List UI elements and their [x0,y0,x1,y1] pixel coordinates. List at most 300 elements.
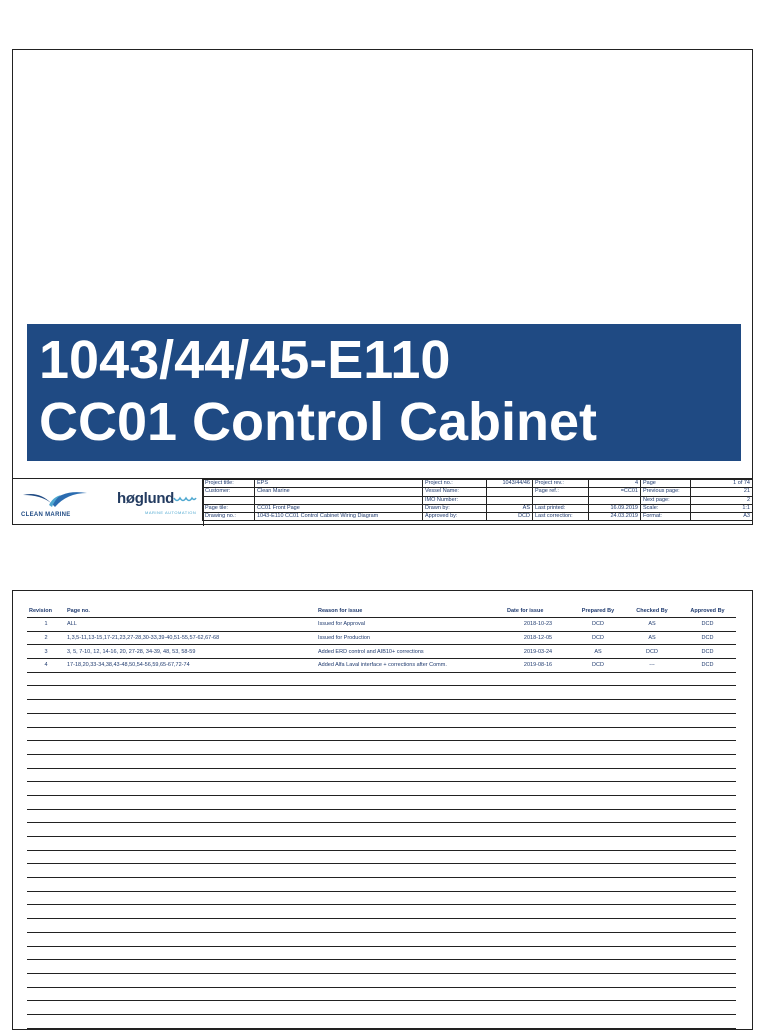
project-rev-value: 4 [589,480,641,488]
empty-cell [571,973,625,987]
approved-by-value: DCD [487,513,533,521]
empty-cell [679,905,736,919]
empty-cell [316,795,505,809]
empty-cell [505,795,571,809]
revision-number: 2 [27,631,65,645]
empty-cell [27,878,65,892]
last-printed-value: 16.09.2019 [589,504,641,512]
front-page-sheet [12,49,753,525]
empty-cell [625,864,679,878]
empty-cell [65,837,316,851]
empty-revision-row [27,987,736,1001]
empty-cell [679,864,736,878]
empty-cell [316,946,505,960]
empty-cell [625,1001,679,1015]
empty-cell [679,987,736,1001]
empty-cell [27,987,65,1001]
empty-cell [679,850,736,864]
empty-cell [625,1014,679,1028]
empty-cell [316,782,505,796]
prepared-by: DCD [571,618,625,632]
approved-by: DCD [679,659,736,673]
empty-cell [65,987,316,1001]
empty-cell [571,919,625,933]
empty-cell [625,960,679,974]
empty-cell [571,727,625,741]
empty-cell [316,932,505,946]
empty-revision-row [27,973,736,987]
empty-cell [571,686,625,700]
empty-revision-row [27,686,736,700]
empty-revision-row [27,823,736,837]
empty-cell [316,837,505,851]
empty-cell [65,878,316,892]
scale-value: 1:1 [691,504,753,512]
empty-cell [571,1001,625,1015]
empty-cell [571,987,625,1001]
empty-cell [679,919,736,933]
empty-cell [65,905,316,919]
cabinet-title: CC01 Control Cabinet [39,392,598,452]
project-title-label: Project title: [203,480,255,488]
empty-cell [505,932,571,946]
empty-cell [27,946,65,960]
empty-cell [505,713,571,727]
empty-cell [679,878,736,892]
empty-cell [316,713,505,727]
empty-cell [571,850,625,864]
checked-by: AS [625,631,679,645]
empty-cell [571,713,625,727]
approved-by-label: Approved by: [423,513,487,521]
prepared-by: DCD [571,659,625,673]
empty-cell [505,850,571,864]
empty-cell [505,754,571,768]
empty-cell [27,973,65,987]
empty-cell [316,700,505,714]
empty-cell [571,1014,625,1028]
clean-marine-logo-text: CLEAN MARINE [21,512,71,518]
drawing-no-label: Drawing no.: [203,513,255,521]
empty-cell [505,837,571,851]
empty-cell [505,1001,571,1015]
empty-revision-row [27,919,736,933]
empty-cell [571,700,625,714]
empty-cell [505,891,571,905]
empty-revision-row [27,700,736,714]
empty-revision-row [27,795,736,809]
drawn-by-value: AS [487,504,533,512]
empty-cell [571,905,625,919]
empty-cell [316,1001,505,1015]
page-title-value: CC01 Front Page [255,504,423,512]
empty-cell [505,741,571,755]
format-value: A3 [691,513,753,521]
empty-cell [65,850,316,864]
previous-page-value: 21 [691,488,753,496]
scale-label: Scale: [641,504,691,512]
empty-cell [571,946,625,960]
empty-cell [505,973,571,987]
empty-cell [65,795,316,809]
empty-cell [27,960,65,974]
empty-cell [316,960,505,974]
revision-page-sheet [12,590,753,1030]
next-page-label: Next page: [641,496,691,504]
empty-cell [679,700,736,714]
empty-cell [571,932,625,946]
empty-cell [625,809,679,823]
empty-cell [679,1014,736,1028]
title-block-table [202,479,753,521]
drawing-no-value: 1043-E110 CC01 Control Cabinet Wiring Diagram [255,513,423,521]
empty-cell [679,960,736,974]
empty-cell [571,672,625,686]
empty-cell [65,919,316,933]
empty-cell [625,768,679,782]
revision-row [27,631,736,645]
empty-cell [679,795,736,809]
vessel-name-value [487,488,533,496]
empty-cell [27,672,65,686]
empty-cell [203,496,255,504]
empty-revision-row [27,1001,736,1015]
empty-cell [316,1014,505,1028]
empty-revision-row [27,741,736,755]
empty-cell [571,795,625,809]
prepared-by: AS [571,645,625,659]
empty-cell [679,672,736,686]
empty-cell [65,960,316,974]
prepared-by: DCD [571,631,625,645]
empty-cell [679,686,736,700]
empty-cell [65,727,316,741]
empty-cell [505,946,571,960]
empty-cell [505,823,571,837]
empty-cell [505,960,571,974]
empty-cell [27,1014,65,1028]
last-correction-value: 24.03.2019 [589,513,641,521]
empty-cell [505,672,571,686]
revision-number: 3 [27,645,65,659]
empty-cell [625,795,679,809]
reason: Added Alfa Laval interface + corrections after Comm. [316,659,505,673]
date-header: Date for issue [505,605,571,618]
empty-cell [316,878,505,892]
last-correction-label: Last correction: [533,513,589,521]
empty-cell [625,700,679,714]
project-no-label: Project no.: [423,480,487,488]
empty-cell [65,973,316,987]
empty-revision-row [27,905,736,919]
checked-by-header: Checked By [625,605,679,618]
empty-revision-row [27,878,736,892]
empty-cell [27,768,65,782]
empty-cell [505,809,571,823]
empty-cell [316,809,505,823]
empty-cell [65,768,316,782]
checked-by: DCD [625,645,679,659]
imo-number-value [487,496,533,504]
empty-cell [625,987,679,1001]
title-banner [27,324,741,461]
empty-cell [505,864,571,878]
approved-by: DCD [679,618,736,632]
empty-cell [625,727,679,741]
empty-cell [625,782,679,796]
empty-cell [316,850,505,864]
empty-cell [679,932,736,946]
checked-by: --- [625,659,679,673]
empty-cell [27,809,65,823]
empty-cell [65,891,316,905]
empty-cell [65,946,316,960]
empty-cell [27,837,65,851]
empty-cell [625,741,679,755]
page-ref-label: Page ref.: [533,488,589,496]
empty-cell [571,809,625,823]
previous-page-label: Previous page: [641,488,691,496]
empty-cell [316,672,505,686]
page-numbers: 3, 5, 7-10, 12, 14-16, 20, 27-28, 34-39, 48, 53, 58-59 [65,645,316,659]
vessel-name-label: Vessel Name: [423,488,487,496]
page-numbers: ALL [65,618,316,632]
empty-cell [27,741,65,755]
empty-cell [679,973,736,987]
page-no-header: Page no. [65,605,316,618]
empty-cell [679,837,736,851]
empty-cell [27,932,65,946]
customer-label: Customer: [203,488,255,496]
empty-cell [571,837,625,851]
approved-by: DCD [679,631,736,645]
empty-cell [571,823,625,837]
empty-revision-row [27,960,736,974]
empty-cell [505,686,571,700]
empty-revision-row [27,754,736,768]
approved-by-header: Approved By [679,605,736,618]
empty-cell [625,973,679,987]
empty-cell [625,713,679,727]
revision-row [27,645,736,659]
revision-row [27,659,736,673]
empty-cell [505,987,571,1001]
wave-icon [173,494,197,504]
empty-cell [625,850,679,864]
empty-cell [316,754,505,768]
empty-cell [255,496,423,504]
empty-cell [625,891,679,905]
empty-cell [27,1001,65,1015]
empty-cell [27,754,65,768]
empty-cell [316,891,505,905]
hoglund-logo-text: høglund [117,490,175,507]
empty-cell [571,768,625,782]
empty-cell [316,919,505,933]
empty-cell [505,1014,571,1028]
empty-cell [316,686,505,700]
empty-cell [679,809,736,823]
next-page-value: 2 [691,496,753,504]
empty-cell [316,864,505,878]
revision-number: 1 [27,618,65,632]
empty-revision-row [27,713,736,727]
issue-date: 2018-12-05 [505,631,571,645]
hoglund-subtitle: MARINE AUTOMATION [145,510,197,515]
empty-cell [316,768,505,782]
empty-cell [27,850,65,864]
empty-cell [27,905,65,919]
prepared-by-header: Prepared By [571,605,625,618]
empty-cell [625,905,679,919]
empty-cell [27,700,65,714]
page-numbers: 1,3,5-11,13-15,17-21,23,27-28,30-33,39-40,51-55,57-62,67-68 [65,631,316,645]
empty-revision-row [27,932,736,946]
empty-cell [505,700,571,714]
empty-cell [27,686,65,700]
imo-number-label: IMO Number: [423,496,487,504]
empty-cell [679,713,736,727]
page-ref-value: =CC01 [589,488,641,496]
empty-revision-row [27,727,736,741]
reason: Added ERD control and AIB10+ corrections [316,645,505,659]
empty-cell [27,727,65,741]
empty-cell [316,973,505,987]
empty-cell [679,782,736,796]
empty-cell [65,700,316,714]
revision-row [27,618,736,632]
title-block [13,478,752,526]
empty-cell [625,686,679,700]
empty-cell [625,672,679,686]
drawn-by-label: Drawn by: [423,504,487,512]
issue-date: 2019-08-16 [505,659,571,673]
empty-cell [505,782,571,796]
customer-value: Clean Marine [255,488,423,496]
reason-header: Reason for issue [316,605,505,618]
empty-cell [65,1001,316,1015]
reason: Issued for Production [316,631,505,645]
empty-revision-row [27,809,736,823]
empty-revision-row [27,1014,736,1028]
empty-revision-row [27,946,736,960]
page-title-label: Page tile: [203,504,255,512]
empty-cell [571,782,625,796]
logo-area [13,479,204,526]
empty-cell [625,754,679,768]
empty-cell [65,782,316,796]
empty-revision-row [27,891,736,905]
empty-cell [679,727,736,741]
empty-cell [65,864,316,878]
empty-cell [679,768,736,782]
empty-cell [679,741,736,755]
empty-cell [65,713,316,727]
format-label: Format: [641,513,691,521]
empty-cell [505,919,571,933]
page-numbers: 17-18,20,33-34,38,43-48,50,54-56,59,65-67,72-74 [65,659,316,673]
empty-cell [679,946,736,960]
project-no-value: 1043/44/46 [487,480,533,488]
empty-cell [679,1001,736,1015]
empty-cell [625,919,679,933]
empty-cell [27,919,65,933]
empty-cell [27,713,65,727]
empty-cell [679,891,736,905]
empty-revision-row [27,782,736,796]
revision-header-row [27,605,736,618]
empty-cell [65,672,316,686]
empty-revision-row [27,768,736,782]
empty-cell [571,754,625,768]
reason: Issued for Approval [316,618,505,632]
issue-date: 2018-10-23 [505,618,571,632]
empty-cell [65,1014,316,1028]
empty-cell [625,946,679,960]
empty-cell [316,741,505,755]
empty-cell [316,905,505,919]
empty-revision-row [27,837,736,851]
empty-cell [625,823,679,837]
empty-cell [27,782,65,796]
empty-cell [571,878,625,892]
empty-cell [65,741,316,755]
empty-cell [27,864,65,878]
empty-cell [27,823,65,837]
empty-cell [316,727,505,741]
empty-cell [625,878,679,892]
revision-table [27,605,736,1029]
issue-date: 2019-03-24 [505,645,571,659]
empty-cell [679,823,736,837]
empty-cell [65,754,316,768]
empty-cell [571,891,625,905]
empty-cell [505,768,571,782]
checked-by: AS [625,618,679,632]
empty-cell [27,891,65,905]
empty-cell [505,878,571,892]
empty-cell [625,837,679,851]
empty-cell [571,960,625,974]
empty-cell [505,727,571,741]
empty-cell [679,754,736,768]
empty-cell [65,932,316,946]
last-printed-label: Last printed: [533,504,589,512]
empty-revision-row [27,672,736,686]
empty-cell [65,809,316,823]
empty-cell [533,496,589,504]
empty-cell [625,932,679,946]
approved-by: DCD [679,645,736,659]
empty-cell [316,987,505,1001]
empty-cell [65,823,316,837]
empty-cell [571,741,625,755]
empty-cell [571,864,625,878]
project-rev-label: Project rev.: [533,480,589,488]
empty-revision-row [27,850,736,864]
empty-cell [316,823,505,837]
drawing-number-title: 1043/44/45-E110 [39,330,451,390]
project-title-value: EPS [255,480,423,488]
revision-number: 4 [27,659,65,673]
empty-revision-row [27,864,736,878]
empty-cell [589,496,641,504]
empty-cell [27,795,65,809]
page-value: 1 of 74 [691,480,753,488]
revision-header: Revision [27,605,65,618]
empty-cell [65,686,316,700]
page-label: Page [641,480,691,488]
